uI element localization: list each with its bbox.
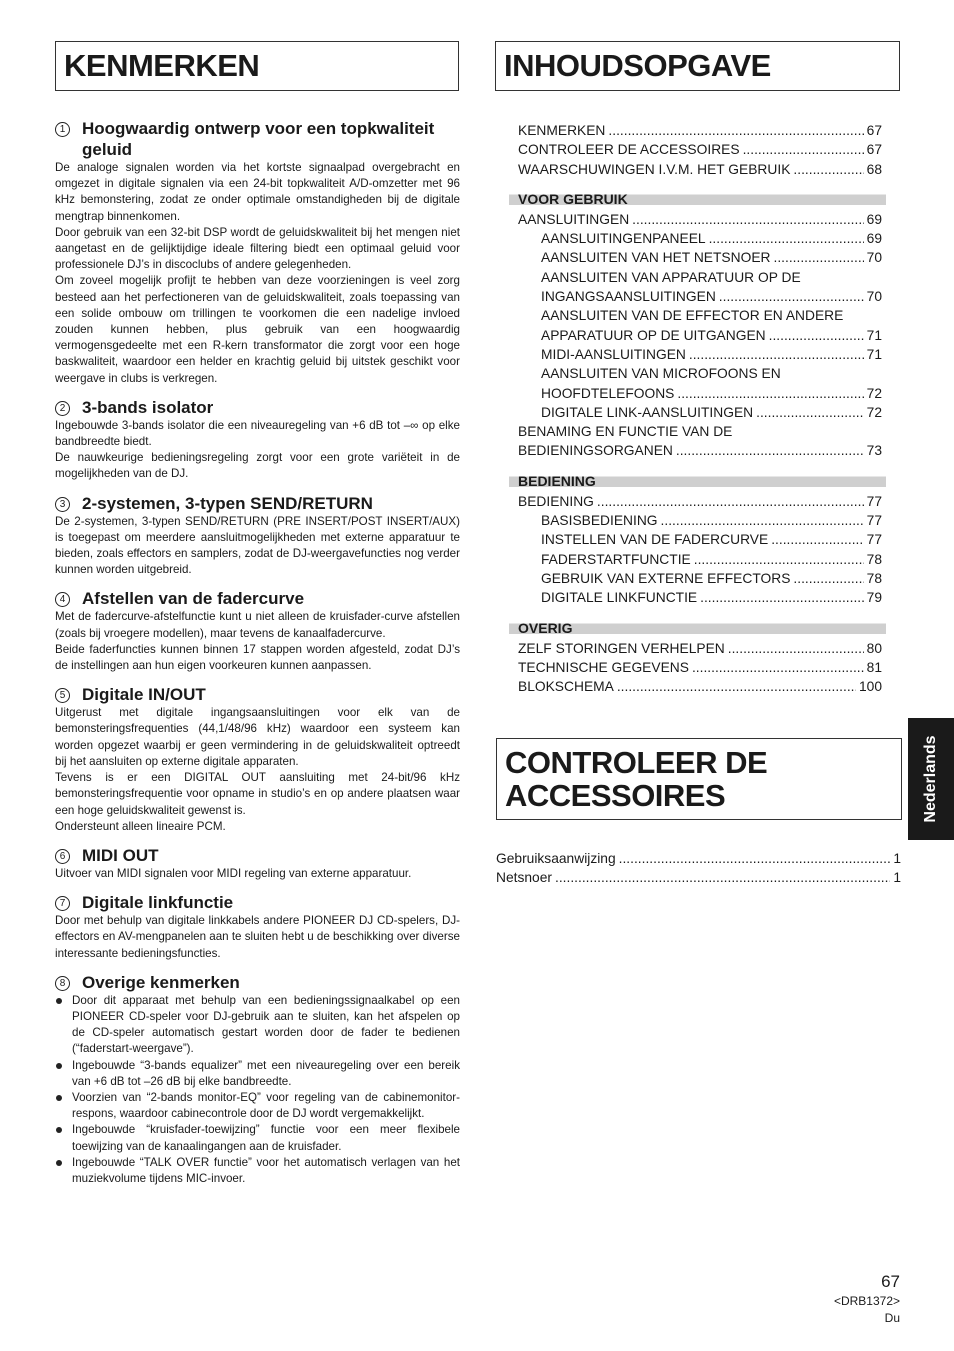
- toc-section-voor-gebruik: VOOR GEBRUIK: [509, 191, 886, 208]
- feature-6: [55, 845, 460, 882]
- toc-entry: [518, 530, 882, 549]
- number-2-icon: 2: [55, 401, 70, 416]
- number-7-icon: 7: [55, 896, 70, 911]
- toc-entry: [518, 229, 882, 248]
- toc-page: 100: [858, 679, 882, 695]
- feature-paragraph: Door met behulp van digitale linkkabels andere PIONEER DJ CD-spelers, DJ-effectors en AV-mengpanelen aan te sluiten hebt u de beschikking over diverse interessante bedieningsfuncties.: [55, 914, 460, 960]
- number-8-icon: 8: [55, 976, 70, 991]
- features-list: [55, 118, 460, 1197]
- toc-label: AANSLUITEN VAN DE EFFECTOR EN ANDERE: [541, 308, 844, 324]
- toc-entry: [518, 287, 882, 306]
- feature-paragraph: Ingebouwde 3-bands isolator die een niveauregeling van +6 dB tot –∞ op elke bandbreedte biedt.: [55, 418, 460, 449]
- bullet-item: Ingebouwde “TALK OVER functie” voor het automatisch verlagen van het muziekvolume tijdens MIC-invoer.: [55, 1155, 460, 1187]
- accessory-item: [496, 849, 901, 868]
- number-5-icon: 5: [55, 688, 70, 703]
- feature-paragraph: Om zoveel mogelijk profijt te hebben van deze voorzieningen is veel zorg besteed aan het perfectioneren van de geluidskwaliteit, zoals toepassing van een solide ombouw om trillingen te voorkomen die een nadelige invloed zouden kunnen hebben, plus gebruik van een hoogwaardig vermogensgedeelte met een R-kern transformator die zorgt voor een hoge baskwaliteit, waardoor een helder en krachtig geluid bij uitstek geschikt voor weergave in clubs is verkregen.: [55, 274, 460, 385]
- toc-label: AANSLUITINGEN: [518, 211, 630, 227]
- toc-label: AANSLUITEN VAN APPARATUUR OP DE: [541, 269, 801, 285]
- toc-page: 69: [866, 231, 882, 247]
- kenmerken-title: KENMERKEN: [55, 41, 459, 91]
- toc-page: 67: [866, 123, 882, 138]
- toc-entry: [518, 511, 882, 530]
- feature-paragraph: Met de fadercurve-afstelfunctie kunt u niet alleen de kruisfader-curve afstellen (zoals bij vroegere modellen), maar tevens de kanaalfadercurve.: [55, 610, 460, 640]
- toc-label: AANSLUITINGENPANEEL: [541, 231, 706, 247]
- toc-label: ZELF STORINGEN VERHELPEN: [518, 640, 725, 656]
- toc-page: 80: [866, 640, 882, 656]
- toc-page: 69: [866, 211, 882, 227]
- feature-title: Digitale IN/OUT: [82, 685, 206, 705]
- language-tab: [908, 718, 954, 840]
- accessory-count: 1: [893, 851, 901, 866]
- toc-page: 67: [866, 142, 882, 158]
- toc-label: AANSLUITEN VAN HET NETSNOER: [541, 250, 771, 266]
- feature-paragraph: Uitgerust met digitale ingangsaansluitingen voor elk van de bemonsteringsfrequenties (44,1/48/96 kHz) waardoor een systeem kan worden opgezet waarbij er geen vermindering in de geluidskwaliteit optreedt bij het aansluiten op externe digitale apparaten.: [55, 706, 460, 768]
- feature-paragraph: De 2-systemen, 3-typen SEND/RETURN (PRE INSERT/POST INSERT/AUX) is toegepast om meerdere aansluitmogelijkheden met externe apparatuur te bieden, zoals effectors en samplers, zodat de DJ-weergavefuncties nog verder kunnen worden uitgebreid.: [55, 514, 460, 577]
- toc-entry: [518, 677, 882, 696]
- toc-entry: [518, 384, 882, 403]
- table-of-contents: [518, 121, 882, 696]
- toc-entry: [518, 639, 882, 658]
- number-1-icon: 1: [55, 122, 70, 137]
- toc-entry: [518, 121, 882, 140]
- feature-title: 2-systemen, 3-typen SEND/RETURN: [82, 493, 373, 513]
- bullet-item: Ingebouwde “kruisfader-toewijzing” functie voor een meer flexibele toewijzing van de kanaalingangen aan de kruisfader.: [55, 1122, 460, 1154]
- toc-label: CONTROLEER DE ACCESSOIRES: [518, 142, 740, 158]
- toc-label: DIGITALE LINKFUNCTIE: [541, 590, 698, 606]
- feature-paragraph: Tevens is er een DIGITAL OUT aansluiting met 24-bit/96 kHz bemonsteringsfrequentie voor opname in studio’s en op andere plaatsen waar een hoge geluidskwaliteit gewenst is.: [55, 771, 460, 817]
- toc-label: BASISBEDIENING: [541, 513, 658, 529]
- toc-label: FADERSTARTFUNCTIE: [541, 551, 691, 567]
- page-number: 67: [881, 1272, 900, 1291]
- toc-entry: [518, 326, 882, 345]
- toc-label: BEDIENINGSORGANEN: [518, 443, 673, 459]
- toc-page: 78: [866, 570, 882, 586]
- toc-page: 70: [866, 250, 882, 266]
- toc-label: INGANGSAANSLUITINGEN: [541, 289, 716, 305]
- feature-2: [55, 397, 460, 483]
- feature-8: [55, 972, 460, 1187]
- number-6-icon: 6: [55, 849, 70, 864]
- toc-entry: [518, 248, 882, 267]
- toc-label: MIDI-AANSLUITINGEN: [541, 346, 686, 362]
- toc-entry: [518, 441, 882, 460]
- toc-page: 77: [866, 532, 882, 548]
- toc-page: 71: [866, 327, 882, 343]
- feature-4: [55, 588, 460, 674]
- toc-section-bediening: BEDIENING: [509, 473, 886, 490]
- toc-entry: [518, 492, 882, 511]
- toc-page: 68: [866, 161, 882, 177]
- accessory-count: 1: [893, 870, 901, 886]
- bullet-item: Ingebouwde “3-bands equalizer” met een niveauregeling over een bereik van +6 dB tot –26 dB bij elke bandbreedte.: [55, 1058, 460, 1090]
- feature-5: [55, 684, 460, 835]
- feature-title: Digitale linkfunctie: [82, 893, 234, 913]
- toc-label: BEDIENING: [518, 493, 594, 509]
- bullet-list: [55, 993, 460, 1187]
- toc-label: TECHNISCHE GEGEVENS: [518, 659, 689, 675]
- toc-page: 72: [866, 404, 882, 420]
- toc-entry: [518, 422, 882, 441]
- feature-1: [55, 118, 460, 387]
- feature-paragraph: De nauwkeurige bedieningsregeling zorgt voor een grote variëteit in de mogelijkheden van de DJ.: [55, 451, 460, 481]
- accessory-label: Netsnoer: [496, 870, 552, 886]
- toc-page: 77: [866, 493, 882, 509]
- toc-entry: [518, 345, 882, 364]
- toc-entry: [518, 160, 882, 179]
- toc-label: GEBRUIK VAN EXTERNE EFFECTORS: [541, 570, 791, 586]
- feature-paragraph: Beide faderfuncties kunnen binnen 17 stappen worden afgesteld, zodat DJ’s de instellingen aan hun eigen voorkeuren kunnen aanpassen.: [55, 642, 460, 673]
- feature-paragraph: Uitvoer van MIDI signalen voor MIDI regeling van externe apparatuur.: [55, 866, 412, 880]
- toc-label: BLOKSCHEMA: [518, 679, 614, 695]
- toc-entry: [518, 569, 882, 588]
- number-3-icon: 3: [55, 497, 70, 512]
- feature-title: Hoogwaardig ontwerp voor een topkwaliteit geluid: [82, 119, 435, 159]
- feature-7: [55, 892, 460, 962]
- toc-label: WAARSCHUWINGEN I.V.M. HET GEBRUIK: [518, 161, 791, 177]
- feature-paragraph: De analoge signalen worden via het kortste signaalpad overgebracht en omgezet in digitale signalen via een 24-bit topkwaliteit A/D-omzetter met 96 kHz bemonstering, zodat ze onder optimale omstandigheden bij de digitale mengtrap binnenkomen.: [55, 161, 460, 223]
- toc-label: APPARATUUR OP DE UITGANGEN: [541, 327, 766, 343]
- toc-entry: [518, 658, 882, 677]
- toc-entry: [518, 588, 882, 607]
- inhoudsopgave-title: INHOUDSOPGAVE: [495, 41, 900, 91]
- accessories-list: [496, 849, 901, 888]
- toc-label: INSTELLEN VAN DE FADERCURVE: [541, 532, 769, 548]
- controleer-accessoires-title: CONTROLEER DE ACCESSOIRES: [496, 738, 902, 820]
- toc-page: 70: [866, 289, 882, 305]
- toc-page: 77: [866, 513, 882, 529]
- feature-3: [55, 493, 460, 579]
- feature-paragraph: Door gebruik van een 32-bit DSP wordt de geluidskwaliteit bij het mengen niet aangetast en de gelijktijdige ideale filtering biedt een optimaal geluid voor professionele DJ’s in discoclubs of andere gelegenheden.: [55, 225, 460, 272]
- toc-section-overig: OVERIG: [509, 620, 886, 637]
- accessory-label: Gebruiksaanwijzing: [496, 851, 616, 866]
- feature-title: 3-bands isolator: [82, 397, 214, 417]
- toc-page: 78: [866, 551, 882, 567]
- toc-label: BENAMING EN FUNCTIE VAN DE: [518, 424, 733, 440]
- toc-label: KENMERKEN: [518, 123, 606, 138]
- toc-label: AANSLUITEN VAN MICROFOONS EN: [541, 366, 781, 382]
- toc-page: 73: [866, 443, 882, 459]
- toc-entry: [518, 550, 882, 569]
- document-code: <DRB1372>: [833, 1294, 900, 1308]
- toc-page: 81: [866, 659, 882, 675]
- language-code: Du: [884, 1311, 900, 1325]
- accessory-item: [496, 868, 901, 887]
- feature-paragraph: Ondersteunt alleen lineaire PCM.: [55, 819, 226, 833]
- toc-page: 71: [866, 346, 882, 362]
- bullet-item: Voorzien van “2-bands monitor-EQ” voor regeling van de cabinemonitor-respons, waardoor cabinecontrole door de DJ wordt vergemakkelijkt.: [55, 1090, 460, 1122]
- bullet-item: Door dit apparaat met behulp van een bedieningssignaalkabel op een PIONEER CD-speler voor DJ-gebruik aan te sluiten, kan het afspelen op de CD-speler automatisch gestart worden door de fader te bedienen (“faderstart-weergave”).: [55, 993, 460, 1058]
- toc-entry: [518, 140, 882, 159]
- toc-label: HOOFDTELEFOONS: [541, 385, 675, 401]
- feature-title: Afstellen van de fadercurve: [82, 589, 305, 609]
- toc-label: DIGITALE LINK-AANSLUITINGEN: [541, 404, 754, 420]
- toc-page: 79: [866, 590, 882, 606]
- toc-entry: [518, 210, 882, 229]
- number-4-icon: 4: [55, 592, 70, 607]
- feature-title: MIDI OUT: [82, 845, 159, 865]
- feature-title: Overige kenmerken: [82, 972, 240, 992]
- language-tab-label: Nederlands: [922, 735, 939, 823]
- toc-page: 72: [866, 385, 882, 401]
- toc-entry: [518, 403, 882, 422]
